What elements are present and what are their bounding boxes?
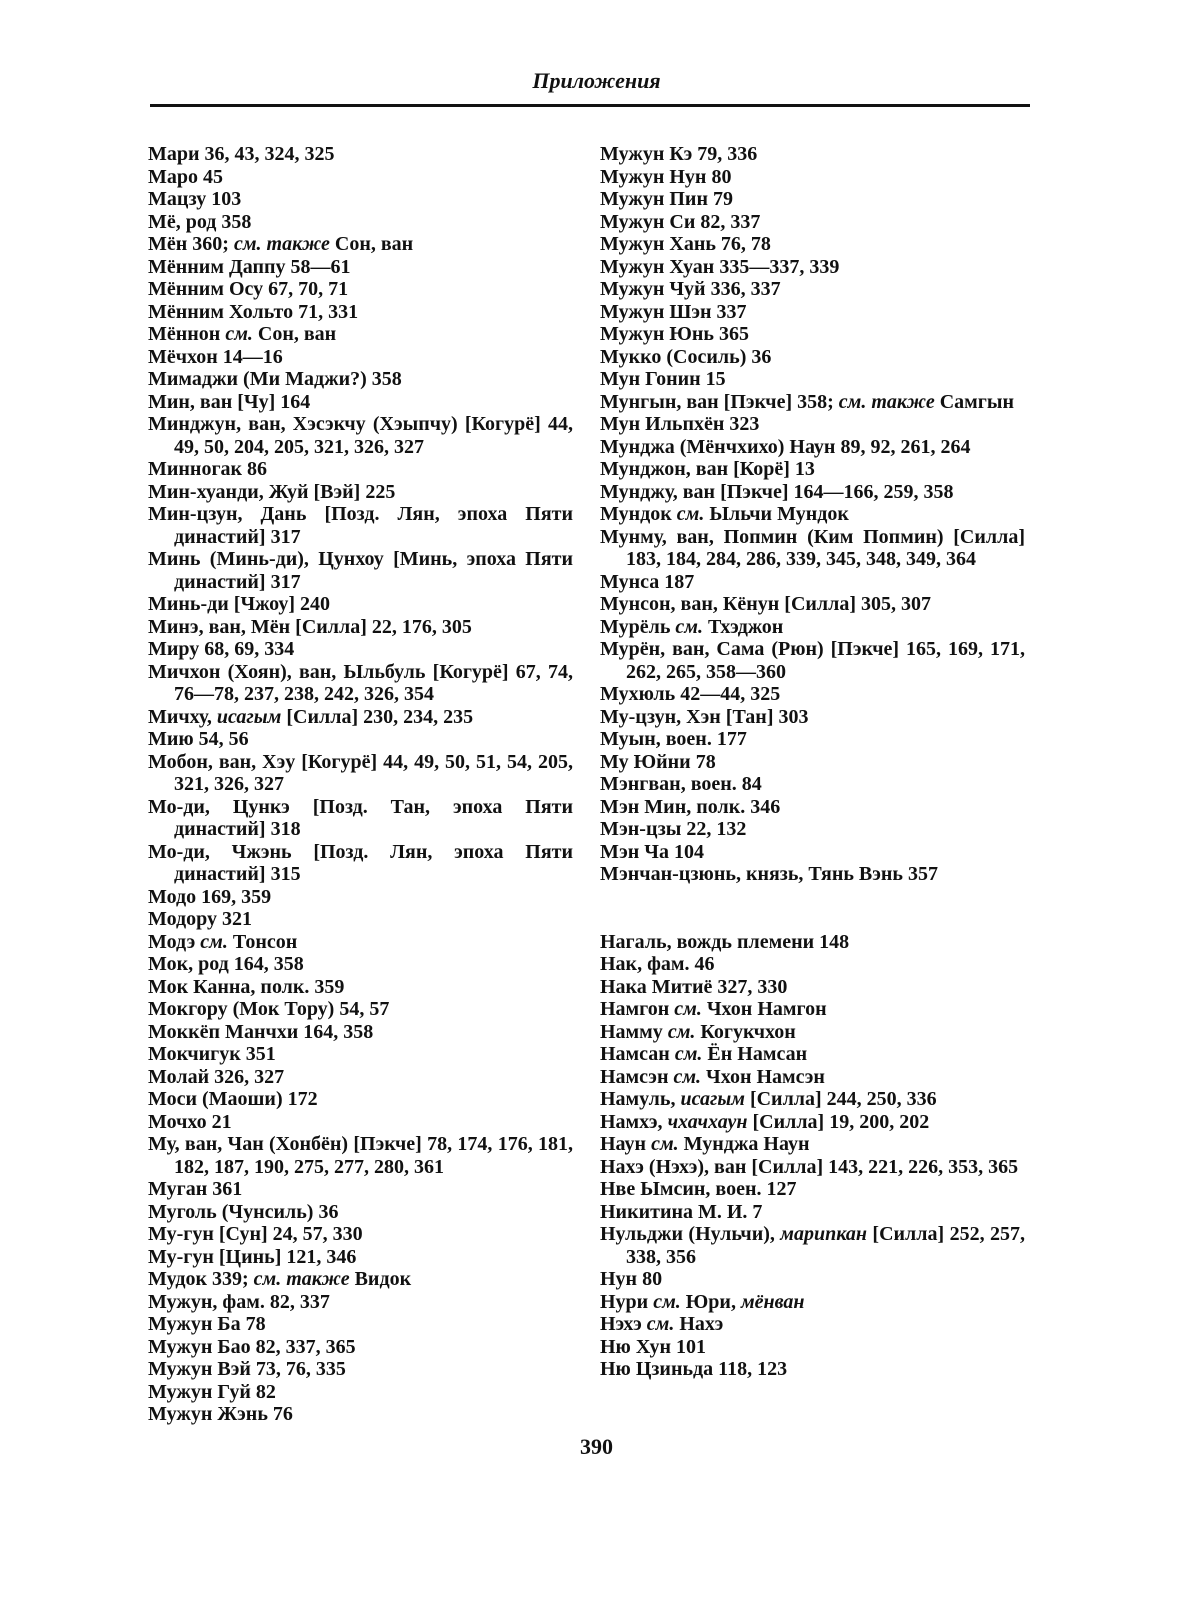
index-entry-text-part: Намсан xyxy=(600,1043,675,1065)
index-entry-text-part: Миру 68, 69, 334 xyxy=(148,638,295,660)
index-entry xyxy=(148,953,573,976)
index-entry-text-part: Мукко (Сосиль) 36 xyxy=(600,345,772,368)
index-entry xyxy=(148,931,573,954)
index-entry-italic-part: см. xyxy=(225,323,253,345)
index-entry-text-part: Нве Ымсин, воен. 127 xyxy=(600,1178,797,1200)
index-entry xyxy=(600,323,1025,346)
index-entry xyxy=(600,1358,1025,1381)
index-entry xyxy=(600,211,1025,234)
index-entry-text-part: Тонсон xyxy=(227,930,298,953)
index-entry-text-part: Мичхон (Хоян), ван, Ыльбуль [Когурё] 67, 74, 76—78, 237, 238, 242, 326, 354 xyxy=(148,660,573,705)
index-entry-text-part: Мужун Хань 76, 78 xyxy=(600,233,771,255)
index-entry xyxy=(600,998,1025,1021)
index-entry xyxy=(148,188,573,211)
index-entry-text-part: Нахэ (Нэхэ), ван [Силла] 143, 221, 226, 353, 365 xyxy=(600,1155,1019,1178)
index-entry-text-part: Минь-ди [Чжоу] 240 xyxy=(148,593,331,615)
index-entry xyxy=(600,1336,1025,1359)
index-entry xyxy=(600,1291,1025,1314)
index-entry-text-part: Муган 361 xyxy=(148,1178,243,1200)
index-entry xyxy=(600,166,1025,189)
index-entry xyxy=(148,1088,573,1111)
index-entry xyxy=(600,773,1025,796)
index-entry xyxy=(148,1291,573,1314)
index-entry xyxy=(148,346,573,369)
index-entry xyxy=(148,458,573,481)
index-entry-text-part: Мужун Чуй 336, 337 xyxy=(600,278,781,300)
index-entry xyxy=(600,458,1025,481)
index-entry-text-part: Мужун Бао 82, 337, 365 xyxy=(148,1335,356,1358)
index-entry xyxy=(600,1178,1025,1201)
index-entry-text-part: Мухюль 42—44, 325 xyxy=(600,683,781,705)
index-entry-text-part: Когукчхон xyxy=(695,1020,796,1043)
index-entry-italic-part: см. xyxy=(675,615,703,638)
index-entry-text-part: Мё, род 358 xyxy=(148,210,252,233)
index-entry xyxy=(600,841,1025,864)
index-entry-italic-part: см. xyxy=(651,1133,679,1155)
index-entry xyxy=(148,796,573,841)
index-entry-text-part: Ню Цзиньда 118, 123 xyxy=(600,1358,788,1380)
index-entry-text-part: Мочхо 21 xyxy=(148,1110,232,1133)
index-entry-text-part: Мундок xyxy=(600,503,677,525)
index-entry-text-part: Чхон Намсэн xyxy=(701,1065,825,1088)
index-entry xyxy=(600,143,1025,166)
index-entry-italic-part: исагым xyxy=(680,1088,745,1110)
index-entry xyxy=(148,976,573,999)
index-entry-text-part: Минногак 86 xyxy=(148,458,268,480)
index-entry-text-part: Мённим Хольто 71, 331 xyxy=(148,300,359,323)
index-entry-text-part: Мэн Мин, полк. 346 xyxy=(600,795,781,818)
index-entry xyxy=(148,301,573,324)
index-entry xyxy=(148,593,573,616)
index-entry-text-part: Мунджу, ван [Пэкче] 164—166, 259, 358 xyxy=(600,480,954,503)
index-entry xyxy=(148,1246,573,1269)
index-entry-text-part: Наун xyxy=(600,1133,652,1155)
index-entry xyxy=(600,976,1025,999)
index-entry-text-part: Мудок 339; xyxy=(148,1268,254,1290)
index-entry-text-part: Мо-ди, Цункэ [Позд. Тан, эпоха Пяти династий] 318 xyxy=(148,795,573,840)
index-entry xyxy=(148,706,573,729)
index-entry-text-part: Мацзу 103 xyxy=(148,188,242,210)
index-entry-text-part: Мужун Ба 78 xyxy=(148,1313,266,1335)
index-entry-text-part: Муын, воен. 177 xyxy=(600,728,747,750)
index-entry-text-part: Мужун, фам. 82, 337 xyxy=(148,1290,330,1313)
index-entry-text-part: Нака Митиё 327, 330 xyxy=(600,975,788,998)
index-entry xyxy=(148,1313,573,1336)
index-entry xyxy=(148,1178,573,1201)
index-entry xyxy=(600,391,1025,414)
index-entry-text-part: Мэнгван, воен. 84 xyxy=(600,773,762,795)
index-entry xyxy=(600,413,1025,436)
index-entry-text-part: Мунджа (Мёнчхихо) Наун 89, 92, 261, 264 xyxy=(600,435,971,458)
index-entry-text-part: Нагаль, вождь племени 148 xyxy=(600,930,850,953)
index-entry xyxy=(600,683,1025,706)
index-entry xyxy=(148,1066,573,1089)
index-entry-italic-part: исагым xyxy=(216,705,282,728)
index-entry-text-part: [Силла] 230, 234, 235 xyxy=(281,705,474,728)
index-column-right xyxy=(600,143,1025,1381)
index-entry-text-part: Мённим Даппу 58—61 xyxy=(148,255,351,278)
index-entry xyxy=(148,728,573,751)
index-entry-text-part: Намуль, xyxy=(600,1088,681,1110)
index-entry-text-part: Мари 36, 43, 324, 325 xyxy=(148,143,335,165)
index-entry-text-part: Намму xyxy=(600,1020,668,1043)
index-entry-text-part: Мо-ди, Чжэнь [Позд. Лян, эпоха Пяти династий] 315 xyxy=(148,840,573,885)
index-entry-text-part: Намгон xyxy=(600,998,675,1020)
index-entry-text-part: Мужун Хуан 335—337, 339 xyxy=(600,255,840,278)
index-column-left xyxy=(148,143,573,1426)
index-entry xyxy=(148,751,573,796)
index-entry-text-part: [Силла] 252, 257, 338, 356 xyxy=(626,1223,1025,1268)
index-entry-text-part: Минь (Минь-ди), Цунхоу [Минь, эпоха Пяти династий] 317 xyxy=(148,548,573,593)
index-entry-italic-part: см. xyxy=(674,998,702,1020)
index-entry-italic-part: см. также xyxy=(233,233,330,255)
index-entry-italic-part: см. xyxy=(646,1313,675,1335)
index-entry xyxy=(600,1021,1025,1044)
index-entry-text-part: Нахэ xyxy=(674,1313,724,1335)
index-entry-text-part: Мурён, ван, Сама (Рюн) [Пэкче] 165, 169, 171, 262, 265, 358—360 xyxy=(600,638,1025,683)
index-entry xyxy=(148,166,573,189)
index-entry-text-part: Нун 80 xyxy=(600,1268,663,1290)
index-entry-italic-part: см. xyxy=(674,1043,703,1065)
index-entry-text-part: Мэн Ча 104 xyxy=(600,840,704,863)
index-entry xyxy=(148,278,573,301)
index-entry-text-part: Муголь (Чунсиль) 36 xyxy=(148,1200,339,1223)
index-entry xyxy=(148,1336,573,1359)
index-entry xyxy=(600,728,1025,751)
index-entry-text-part: Модо 169, 359 xyxy=(148,885,272,908)
index-entry xyxy=(600,256,1025,279)
index-entry xyxy=(600,1111,1025,1134)
index-entry xyxy=(148,616,573,639)
index-entry-italic-part: см. xyxy=(653,1290,681,1313)
index-entry xyxy=(148,211,573,234)
index-entry-text-part: Модэ xyxy=(148,930,201,953)
index-entry xyxy=(600,436,1025,459)
index-entry-text-part: Му, ван, Чан (Хонбён) [Пэкче] 78, 174, 176, 181, 182, 187, 190, 275, 277, 280, 361 xyxy=(148,1133,573,1178)
index-entry-text-part: Молай 326, 327 xyxy=(148,1065,285,1088)
index-entry-italic-part: см. xyxy=(673,1065,702,1088)
index-entry-text-part: Мию 54, 56 xyxy=(148,728,249,750)
index-entry-text-part: Мин-цзун, Дань [Позд. Лян, эпоха Пяти династий] 317 xyxy=(148,503,573,548)
index-entry xyxy=(600,526,1025,571)
index-entry-text-part: Ыльчи Мундок xyxy=(704,503,849,525)
index-entry-text-part: Му-гун [Цинь] 121, 346 xyxy=(148,1245,357,1268)
index-entry-text-part: Ню Хун 101 xyxy=(600,1335,707,1358)
index-entry-text-part: Тхэджон xyxy=(703,615,784,638)
index-entry xyxy=(600,278,1025,301)
index-entry xyxy=(148,1403,573,1426)
index-entry-text-part: Мокчигук 351 xyxy=(148,1043,276,1065)
index-entry-text-part: Минджун, ван, Хэсэкчу (Хэыпчу) [Когурё] 44, 49, 50, 204, 205, 321, 326, 327 xyxy=(148,413,573,458)
index-entry-text-part: Мужун Кэ 79, 336 xyxy=(600,143,758,165)
index-entry xyxy=(600,233,1025,256)
index-entry-text-part: Мэн-цзы 22, 132 xyxy=(600,818,747,840)
index-entry-text-part: Мунджа Наун xyxy=(678,1133,810,1155)
index-entry-text-part: Моккёп Манчхи 164, 358 xyxy=(148,1020,374,1043)
index-entry-text-part: Мок Канна, полк. 359 xyxy=(148,975,345,998)
page-number: 390 xyxy=(580,1434,613,1459)
index-entry xyxy=(600,706,1025,729)
index-entry-text-part: Мужун Си 82, 337 xyxy=(600,210,761,233)
index-entry xyxy=(600,1043,1025,1066)
index-entry xyxy=(148,908,573,931)
index-entry-text-part: Ён Намсан xyxy=(702,1043,808,1065)
index-entry xyxy=(148,1133,573,1178)
index-entry xyxy=(148,886,573,909)
index-entry-text-part: Мённон xyxy=(148,323,226,345)
index-entry-italic-part: мёнван xyxy=(740,1290,805,1313)
index-entry xyxy=(600,953,1025,976)
index-entry xyxy=(600,1313,1025,1336)
index-entry-text-part: Мунджон, ван [Корё] 13 xyxy=(600,458,815,480)
index-entry xyxy=(148,1223,573,1246)
index-entry xyxy=(600,503,1025,526)
index-entry-text-part: Мужун Гуй 82 xyxy=(148,1380,276,1403)
index-entry-text-part: Му-цзун, Хэн [Тан] 303 xyxy=(600,705,809,728)
index-entry xyxy=(148,323,573,346)
index-entry-text-part: Му Юйни 78 xyxy=(600,750,716,773)
index-entry-italic-part: см. xyxy=(200,930,228,953)
index-entry-text-part: Мунму, ван, Попмин (Ким Попмин) [Силла] 183, 184, 284, 286, 339, 345, 348, 349, 364 xyxy=(600,525,1025,570)
index-entry-text-part: Намхэ, xyxy=(600,1110,668,1133)
index-entry-text-part: Мок, род 164, 358 xyxy=(148,953,304,975)
index-entry xyxy=(148,998,573,1021)
index-entry xyxy=(148,548,573,593)
index-entry-text-part: Моси (Маоши) 172 xyxy=(148,1088,318,1110)
index-entry-text-part: Мужун Пин 79 xyxy=(600,188,733,210)
index-entry-text-part: Мёчхон 14—16 xyxy=(148,345,283,368)
index-entry xyxy=(148,143,573,166)
index-entry-text-part: Мобон, ван, Хэу [Когурё] 44, 49, 50, 51, 54, 205, 321, 326, 327 xyxy=(148,750,573,795)
index-entry-text-part: Мимаджи (Ми Маджи?) 358 xyxy=(148,368,402,390)
index-entry xyxy=(600,863,1025,886)
index-entry xyxy=(600,616,1025,639)
index-entry xyxy=(148,841,573,886)
index-entry xyxy=(600,571,1025,594)
index-entry xyxy=(148,503,573,548)
index-entry xyxy=(600,1201,1025,1224)
index-entry-text-part: Никитина М. И. 7 xyxy=(600,1200,763,1223)
index-entry-text-part: Мён 360; xyxy=(148,233,234,255)
index-entry xyxy=(148,1358,573,1381)
index-entry xyxy=(148,1268,573,1291)
index-entry xyxy=(600,638,1025,683)
index-entry-text-part: Мужун Шэн 337 xyxy=(600,300,747,323)
index-entry xyxy=(600,346,1025,369)
index-entry-text-part: Му-гун [Сун] 24, 57, 330 xyxy=(148,1223,363,1245)
index-entry xyxy=(148,233,573,256)
index-entry-text-part: Мённим Осу 67, 70, 71 xyxy=(148,278,349,300)
index-entry-italic-part: марипкан xyxy=(780,1223,867,1245)
index-entry-text-part: Мин-хуанди, Жуй [Вэй] 225 xyxy=(148,480,396,503)
index-entry xyxy=(600,1223,1025,1268)
index-entry-italic-part: см. также xyxy=(253,1268,350,1290)
index-entry-text-part: [Силла] 244, 250, 336 xyxy=(744,1088,937,1110)
index-entry xyxy=(600,481,1025,504)
index-entry xyxy=(148,481,573,504)
index-entry xyxy=(600,751,1025,774)
index-entry xyxy=(148,391,573,414)
index-entry xyxy=(600,796,1025,819)
index-entry-text-part: Мунгын, ван [Пэкче] 358; xyxy=(600,390,839,413)
index-entry-text-part: Нури xyxy=(600,1290,654,1313)
index-entry-text-part: Мурёль xyxy=(600,615,676,638)
index-entry xyxy=(148,661,573,706)
header-rule xyxy=(150,104,1030,107)
index-entry-text-part: Мэнчан-цзюнь, князь, Тянь Вэнь 357 xyxy=(600,863,938,885)
index-entry-text-part: Мужун Нун 80 xyxy=(600,165,732,188)
index-entry-text-part: Нэхэ xyxy=(600,1313,647,1335)
index-entry-text-part: Мунсон, ван, Кёнун [Силла] 305, 307 xyxy=(600,593,932,615)
index-entry-text-part: Самгын xyxy=(934,390,1014,413)
index-entry-italic-part: см. xyxy=(676,503,705,525)
index-entry xyxy=(148,256,573,279)
index-entry xyxy=(600,368,1025,391)
index-entry xyxy=(148,1111,573,1134)
index-entry-text-part: Минэ, ван, Мён [Силла] 22, 176, 305 xyxy=(148,615,472,638)
index-entry-text-part: Видок xyxy=(349,1268,412,1290)
index-entry xyxy=(600,1066,1025,1089)
index-entry-text-part: Мун Ильпхён 323 xyxy=(600,413,760,435)
index-entry xyxy=(148,638,573,661)
running-header: Приложения xyxy=(532,68,661,93)
index-entry-text-part: Мунса 187 xyxy=(600,570,695,593)
index-entry xyxy=(148,413,573,458)
index-entry-text-part: Маро 45 xyxy=(148,165,223,188)
index-entry-italic-part: чхачхаун xyxy=(667,1110,748,1133)
index-entry xyxy=(600,931,1025,954)
index-entry xyxy=(600,188,1025,211)
index-entry-italic-part: см. xyxy=(667,1020,696,1043)
index-entry-text-part: Сон, ван xyxy=(252,323,337,345)
index-entry-text-part: Мичху, xyxy=(148,705,217,728)
index-entry xyxy=(600,1268,1025,1291)
index-entry xyxy=(600,1088,1025,1111)
index-entry-text-part: Модору 321 xyxy=(148,908,253,930)
index-entry xyxy=(600,301,1025,324)
index-entry-text-part: Мужун Вэй 73, 76, 335 xyxy=(148,1358,346,1380)
index-entry-text-part: Мун Гонин 15 xyxy=(600,368,726,390)
index-entry xyxy=(148,368,573,391)
index-entry-text-part: Нак, фам. 46 xyxy=(600,953,715,975)
index-entry-text-part: Сон, ван xyxy=(329,233,414,255)
index-entry xyxy=(600,1133,1025,1156)
index-entry-text-part: Чхон Намгон xyxy=(701,998,827,1020)
index-entry-text-part: Юри, xyxy=(680,1290,741,1313)
index-entry-text-part: Нульджи (Нульчи), xyxy=(600,1223,781,1245)
index-entry xyxy=(600,1156,1025,1179)
index-entry xyxy=(148,1043,573,1066)
index-entry-text-part: Мужун Жэнь 76 xyxy=(148,1403,293,1425)
index-entry-text-part: Мужун Юнь 365 xyxy=(600,323,749,345)
index-entry xyxy=(600,593,1025,616)
index-entry-text-part: Намсэн xyxy=(600,1065,674,1088)
index-entry xyxy=(148,1201,573,1224)
index-entry xyxy=(148,1381,573,1404)
index-entry-text-part: Мокгору (Мок Тору) 54, 57 xyxy=(148,998,390,1020)
index-entry-italic-part: см. также xyxy=(838,390,935,413)
index-entry xyxy=(600,818,1025,841)
index-entry xyxy=(148,1021,573,1044)
letter-section-gap xyxy=(600,886,1025,931)
index-entry-text-part: Мин, ван [Чу] 164 xyxy=(148,390,311,413)
index-entry-text-part: [Силла] 19, 200, 202 xyxy=(747,1110,930,1133)
